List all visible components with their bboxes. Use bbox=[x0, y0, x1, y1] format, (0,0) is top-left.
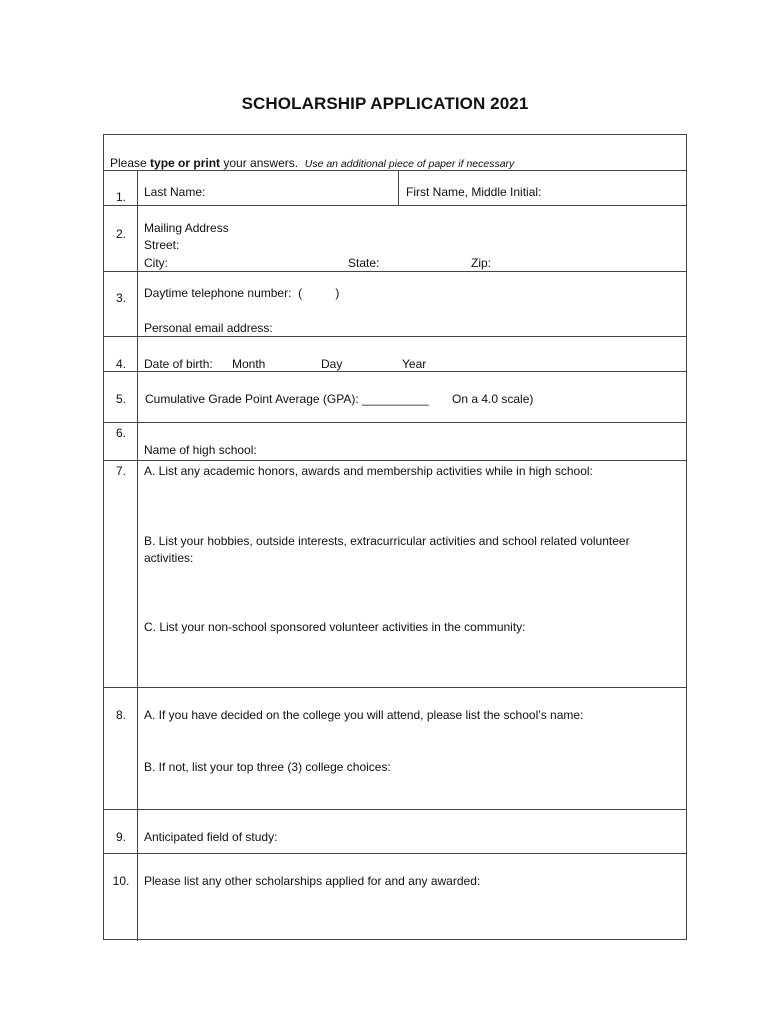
row-number: 9. bbox=[115, 830, 126, 844]
phone-field[interactable]: Daytime telephone number: ( ) bbox=[144, 286, 340, 300]
divider bbox=[104, 371, 686, 372]
dob-year-field[interactable]: Year bbox=[402, 357, 427, 371]
application-form bbox=[103, 134, 687, 940]
city-field[interactable]: City: bbox=[144, 256, 168, 270]
honors-field[interactable]: A. List any academic honors, awards and membership activities while in high school: bbox=[144, 464, 593, 478]
community-volunteer-field[interactable]: C. List your non-school sponsored volunteer activities in the community: bbox=[144, 620, 526, 634]
email-field[interactable]: Personal email address: bbox=[144, 321, 273, 335]
page-title: SCHOLARSHIP APPLICATION 2021 bbox=[241, 94, 529, 113]
gpa-field[interactable]: Cumulative Grade Point Average (GPA): __________ bbox=[145, 392, 429, 406]
number-column-divider bbox=[137, 170, 138, 941]
field-of-study-field[interactable]: Anticipated field of study: bbox=[144, 830, 278, 844]
other-scholarships-field[interactable]: Please list any other scholarships applied for and any awarded: bbox=[144, 874, 481, 888]
divider bbox=[104, 687, 686, 688]
gpa-scale-label: On a 4.0 scale) bbox=[452, 392, 534, 406]
row-number: 4. bbox=[115, 357, 126, 371]
last-name-field[interactable]: Last Name: bbox=[144, 185, 206, 199]
state-field[interactable]: State: bbox=[348, 256, 380, 270]
row-number: 7. bbox=[115, 464, 126, 478]
street-field[interactable]: Street: bbox=[144, 238, 180, 252]
divider bbox=[104, 205, 686, 206]
divider bbox=[104, 853, 686, 854]
high-school-field[interactable]: Name of high school: bbox=[144, 443, 257, 457]
row-number: 8. bbox=[115, 708, 126, 722]
divider bbox=[104, 809, 686, 810]
dob-day-field[interactable]: Day bbox=[321, 357, 343, 371]
divider bbox=[104, 422, 686, 423]
row-number: 6. bbox=[115, 426, 126, 440]
first-name-field[interactable]: First Name, Middle Initial: bbox=[406, 185, 542, 199]
row-number: 5. bbox=[115, 392, 126, 406]
divider bbox=[104, 460, 686, 461]
divider bbox=[104, 336, 686, 337]
college-attending-field[interactable]: A. If you have decided on the college you will attend, please list the school’s name: bbox=[144, 708, 584, 722]
row-number: 2. bbox=[115, 227, 126, 241]
college-choices-field[interactable]: B. If not, list your top three (3) college choices: bbox=[144, 760, 391, 774]
row-number: 1. bbox=[115, 190, 126, 204]
instructions: Please type or print your answers. Use an additional piece of paper if necessary bbox=[110, 156, 515, 170]
dob-month-field[interactable]: Month bbox=[232, 357, 266, 371]
mailing-address-label: Mailing Address bbox=[144, 221, 229, 235]
name-column-divider bbox=[398, 170, 399, 205]
hobbies-field[interactable]: B. List your hobbies, outside interests, extracurricular activities and school related volunteer activities: bbox=[144, 534, 630, 565]
dob-label: Date of birth: bbox=[144, 357, 213, 371]
row-number: 3. bbox=[115, 291, 126, 305]
divider bbox=[104, 271, 686, 272]
row-number: 10. bbox=[112, 874, 130, 888]
zip-field[interactable]: Zip: bbox=[471, 256, 492, 270]
